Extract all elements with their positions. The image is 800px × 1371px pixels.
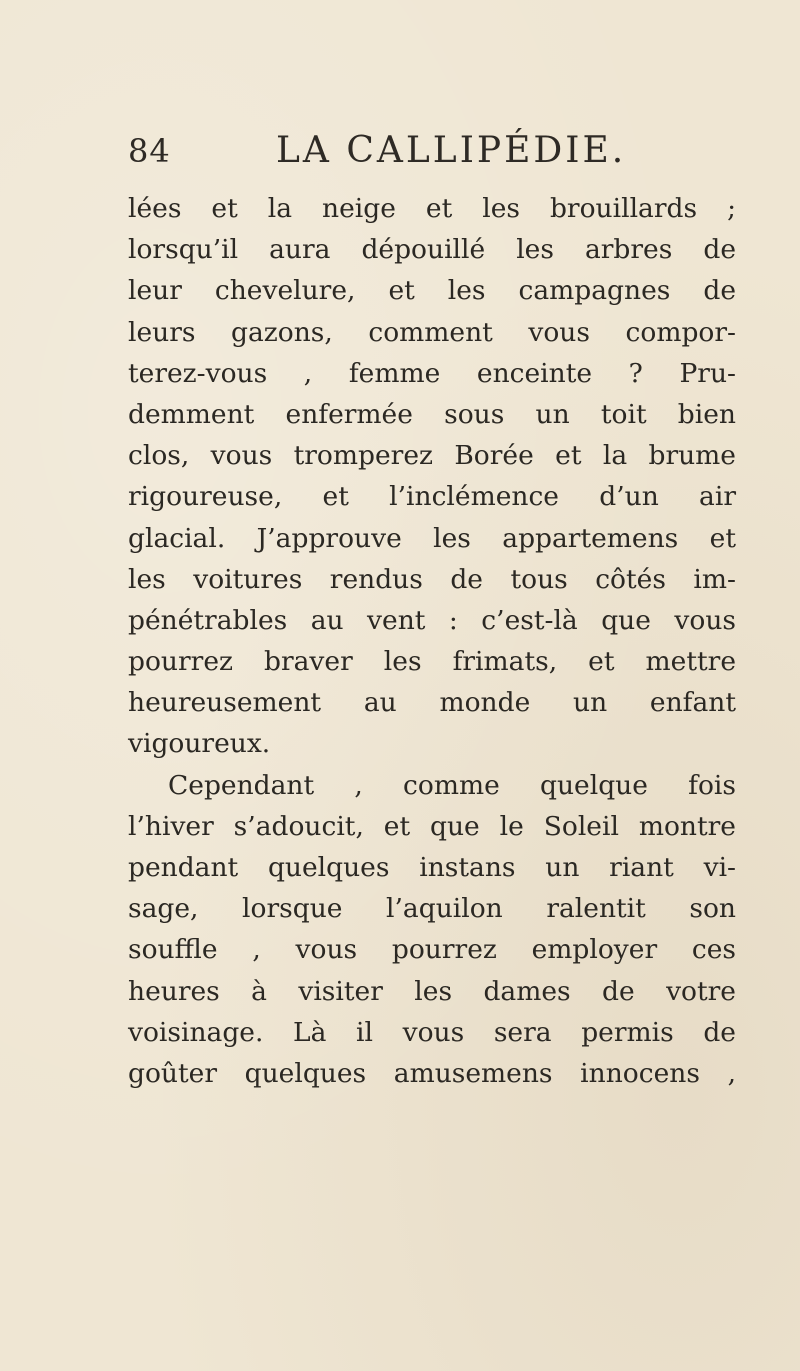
text-line: pourrez braver les frimats, et mettre <box>128 646 736 678</box>
text-line: souffle , vous pourrez employer ces <box>128 934 736 966</box>
page-number: 84 <box>128 132 171 170</box>
text-line: voisinage. Là il vous sera permis de <box>128 1016 736 1048</box>
text-line: leur chevelure, et les campagnes de <box>128 275 736 307</box>
text-line: terez-vous , femme enceinte ? Pru- <box>128 357 736 389</box>
text-line: demment enfermée sous un toit bien <box>128 398 736 430</box>
text-line: Cependant , comme quelque fois <box>168 769 736 801</box>
text-line: vigoureux. <box>128 728 271 760</box>
text-line: lorsqu’il aura dépouillé les arbres de <box>128 234 736 266</box>
text-line: pendant quelques instans un riant vi- <box>128 852 736 883</box>
body-text <box>128 188 736 1094</box>
text-line: leurs gazons, comment vous compor- <box>128 316 736 348</box>
text-line: heures à visiter les dames de votre <box>128 975 736 1007</box>
text-line: lées et la neige et les brouillards ; <box>128 193 736 224</box>
text-line: les voitures rendus de tous côtés im- <box>128 563 736 595</box>
text-line: clos, vous tromperez Borée et la brume <box>128 440 736 472</box>
text-line: pénétrables au vent : c’est-là que vous <box>128 604 736 636</box>
page-header <box>128 126 688 186</box>
text-line: glacial. J’approuve les appartemens et <box>128 522 736 554</box>
text-line: sage, lorsque l’aquilon ralentit son <box>128 893 736 925</box>
text-line: rigoureuse, et l’inclémence d’un air <box>128 481 736 513</box>
text-line: goûter quelques amusemens innocens , <box>128 1057 736 1089</box>
text-line: heureusement au monde un enfant <box>128 687 736 719</box>
text-line: l’hiver s’adoucit, et que le Soleil montre <box>128 810 736 842</box>
running-head: LA CALLIPÉDIE. <box>276 130 627 171</box>
